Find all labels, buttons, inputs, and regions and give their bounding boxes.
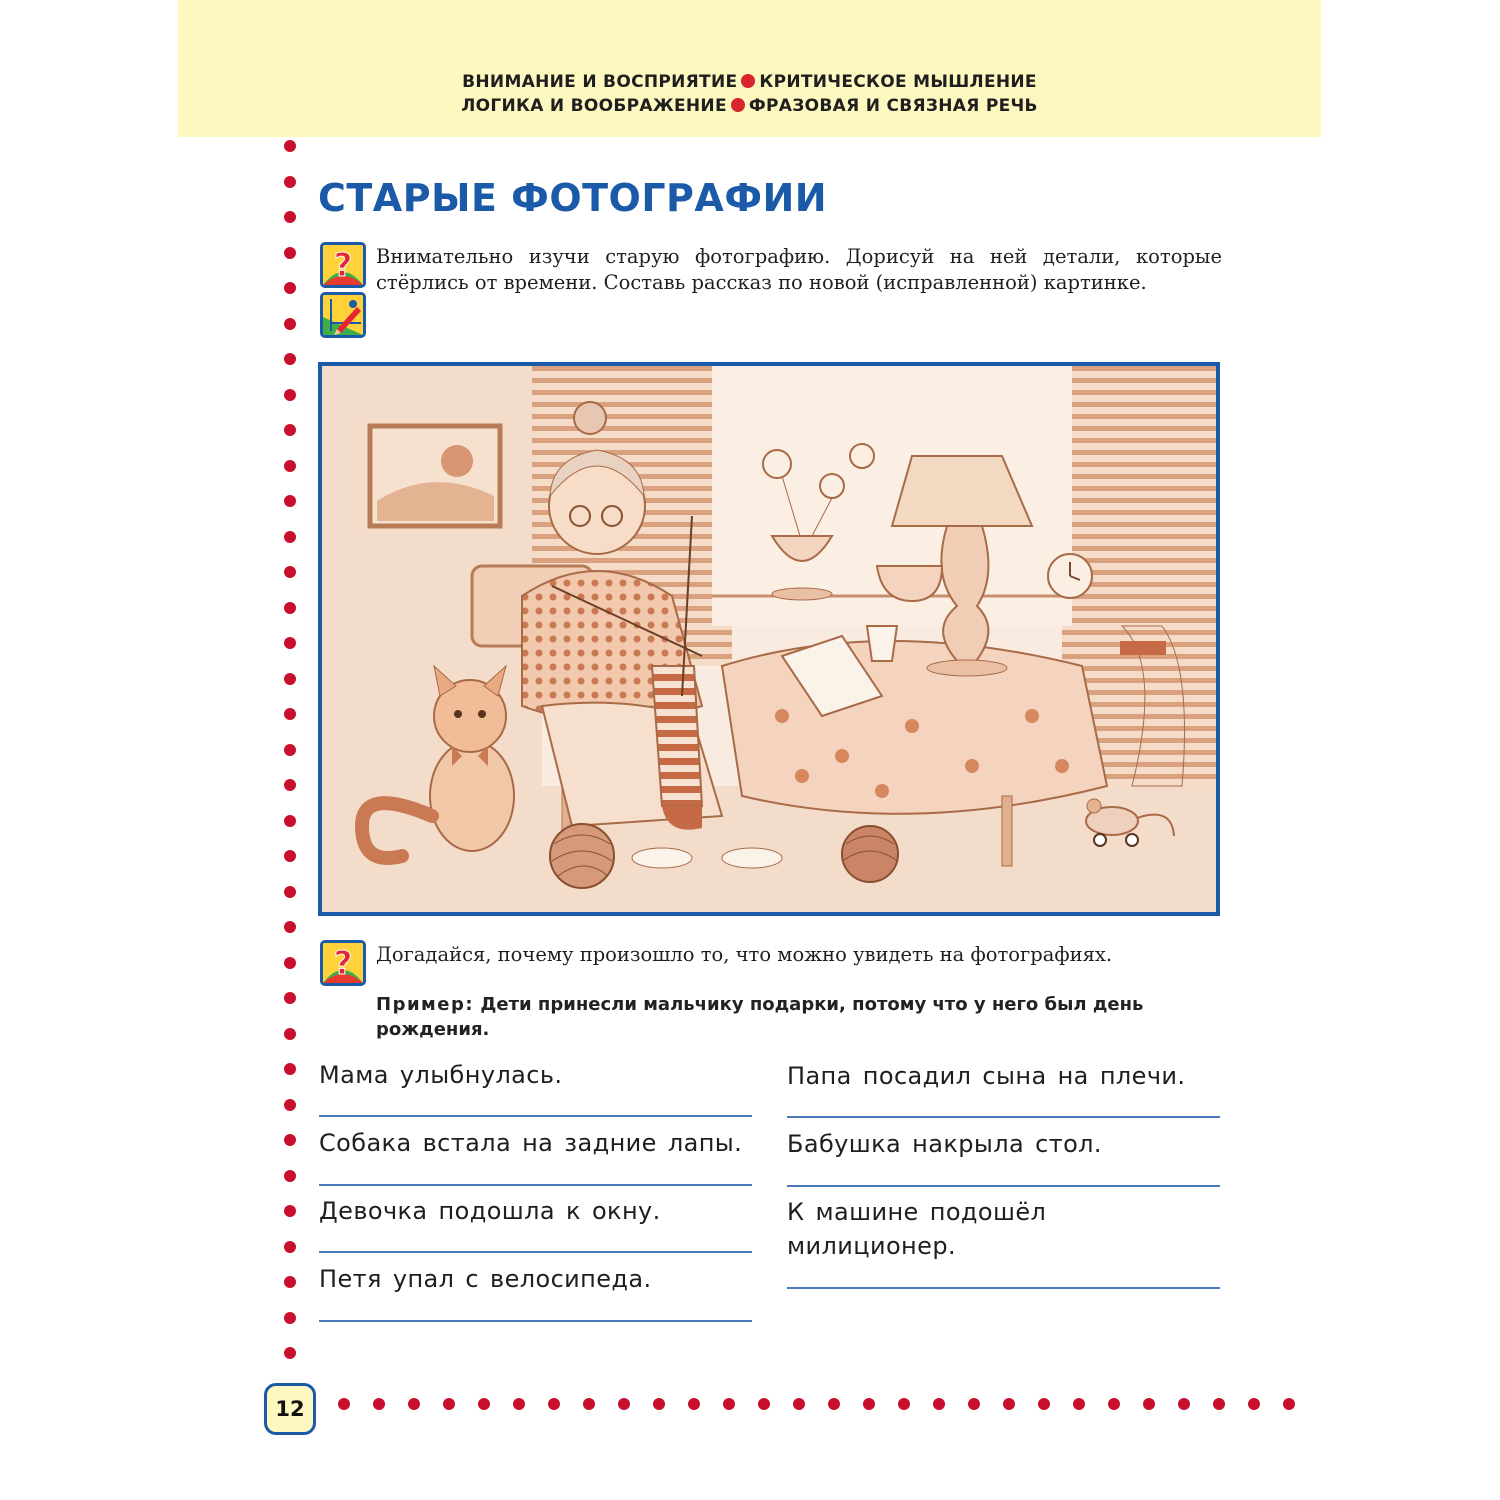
example-text <box>376 992 1196 1042</box>
border-dot <box>653 1398 665 1410</box>
border-dot <box>284 1347 296 1359</box>
border-dot <box>898 1398 910 1410</box>
border-dot <box>284 389 296 401</box>
border-dot <box>1283 1398 1295 1410</box>
border-dot <box>284 1205 296 1217</box>
page-number: 12 <box>264 1383 316 1435</box>
svg-text:?: ? <box>333 246 353 284</box>
skill-attention: ВНИМАНИЕ И ВОСПРИЯТИЕ <box>462 72 738 92</box>
border-dot <box>338 1398 350 1410</box>
border-dot <box>284 460 296 472</box>
border-dot <box>618 1398 630 1410</box>
header-line-1 <box>178 72 1321 92</box>
border-dot <box>1213 1398 1225 1410</box>
border-dot <box>284 1028 296 1040</box>
answer-line[interactable] <box>319 1320 752 1322</box>
border-dot <box>284 886 296 898</box>
border-dot <box>688 1398 700 1410</box>
border-dot <box>284 318 296 330</box>
sentence-left-2: Собака встала на задние лапы. <box>319 1129 743 1157</box>
skill-logic: ЛОГИКА И ВООБРАЖЕНИЕ <box>461 96 727 116</box>
border-dot <box>583 1398 595 1410</box>
pencil-draw-icon <box>320 292 366 338</box>
border-dot <box>284 1099 296 1111</box>
border-dot <box>284 708 296 720</box>
border-dot <box>1073 1398 1085 1410</box>
border-dot <box>1108 1398 1120 1410</box>
border-dot <box>968 1398 980 1410</box>
question-icon <box>320 940 366 986</box>
task-1-instructions: Внимательно изучи старую фотографию. Дорисуй на ней детали, которые стёрлись от времени. Составь рассказ по новой (исправленной) картинке. <box>376 245 1222 294</box>
border-dot <box>443 1398 455 1410</box>
svg-text:?: ? <box>333 944 353 982</box>
header-dot <box>731 98 745 112</box>
border-dot <box>284 531 296 543</box>
border-dot <box>284 1063 296 1075</box>
border-dot <box>284 673 296 685</box>
border-dot <box>1038 1398 1050 1410</box>
border-dot <box>284 815 296 827</box>
example-label: Пример: <box>376 994 475 1015</box>
horizontal-dotted-border <box>338 1398 1328 1412</box>
border-dot <box>723 1398 735 1410</box>
border-dot <box>284 850 296 862</box>
border-dot <box>284 992 296 1004</box>
header-band <box>178 0 1321 137</box>
sentence-right-2: Бабушка накрыла стол. <box>787 1130 1102 1158</box>
border-dot <box>1003 1398 1015 1410</box>
border-dot <box>284 1312 296 1324</box>
border-dot <box>863 1398 875 1410</box>
skill-critical-thinking: КРИТИЧЕСКОЕ МЫШЛЕНИЕ <box>759 72 1037 92</box>
border-dot <box>284 1170 296 1182</box>
border-dot <box>933 1398 945 1410</box>
answer-line[interactable] <box>787 1116 1220 1118</box>
border-dot <box>548 1398 560 1410</box>
sentence-left-1: Мама улыбнулась. <box>319 1061 563 1089</box>
border-dot <box>284 495 296 507</box>
question-icon <box>320 242 366 288</box>
border-dot <box>284 176 296 188</box>
task-2-instructions: Догадайся, почему произошло то, что можно увидеть на фотографиях. <box>376 943 1113 966</box>
border-dot <box>284 1134 296 1146</box>
border-dot <box>513 1398 525 1410</box>
sentence-left-3: Девочка подошла к окну. <box>319 1197 661 1225</box>
border-dot <box>284 424 296 436</box>
border-dot <box>284 1241 296 1253</box>
answer-line[interactable] <box>787 1185 1220 1187</box>
border-dot <box>284 1276 296 1288</box>
answer-line[interactable] <box>787 1287 1220 1289</box>
answer-line[interactable] <box>319 1184 752 1186</box>
border-dot <box>284 140 296 152</box>
answer-line[interactable] <box>319 1115 752 1117</box>
vertical-dotted-border <box>284 0 298 1380</box>
skill-speech: ФРАЗОВАЯ И СВЯЗНАЯ РЕЧЬ <box>748 96 1038 116</box>
border-dot <box>408 1398 420 1410</box>
border-dot <box>758 1398 770 1410</box>
border-dot <box>284 282 296 294</box>
border-dot <box>284 247 296 259</box>
sentence-right-1: Папа посадил сына на плечи. <box>787 1062 1186 1090</box>
border-dot <box>1248 1398 1260 1410</box>
header-dot <box>741 74 755 88</box>
sentence-left-4: Петя упал с велосипеда. <box>319 1265 652 1293</box>
border-dot <box>1143 1398 1155 1410</box>
border-dot <box>284 602 296 614</box>
border-dot <box>373 1398 385 1410</box>
old-photo-grandmother-knitting-image <box>318 362 1220 916</box>
border-dot <box>284 779 296 791</box>
header-line-2 <box>178 96 1321 116</box>
sentence-right-3: К машине подошёл милиционер. <box>787 1198 1047 1260</box>
border-dot <box>284 637 296 649</box>
border-dot <box>1178 1398 1190 1410</box>
page-title: СТАРЫЕ ФОТОГРАФИИ <box>318 176 828 220</box>
border-dot <box>793 1398 805 1410</box>
border-dot <box>478 1398 490 1410</box>
border-dot <box>284 744 296 756</box>
example-sentence: Дети принесли мальчику подарки, потому что у него был день рождения. <box>376 994 1144 1040</box>
border-dot <box>284 957 296 969</box>
answer-line[interactable] <box>319 1251 752 1253</box>
border-dot <box>828 1398 840 1410</box>
border-dot <box>284 921 296 933</box>
border-dot <box>284 566 296 578</box>
border-dot <box>284 211 296 223</box>
border-dot <box>284 353 296 365</box>
